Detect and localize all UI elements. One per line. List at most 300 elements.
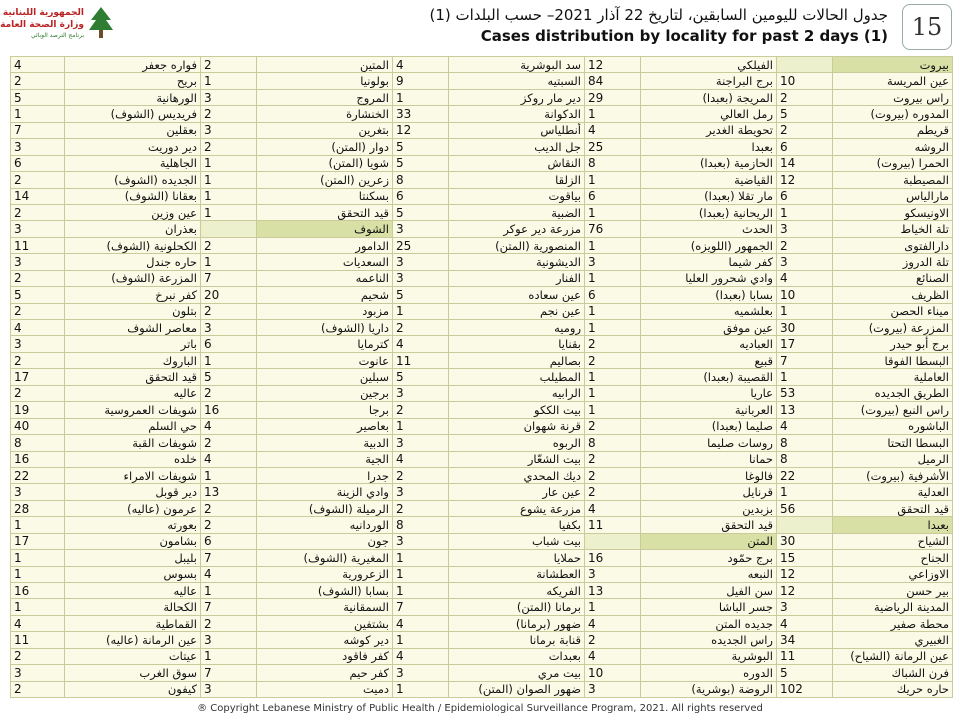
locality-name-cell: المغيرية (الشوف) (257, 550, 393, 566)
locality-name-cell: روسات صليما (641, 435, 777, 451)
case-count-cell: 4 (585, 500, 641, 516)
table-row (11, 467, 953, 483)
case-count-cell: 6 (777, 188, 833, 204)
locality-name-cell: كفر شيما (641, 254, 777, 270)
locality-name-cell: العطشانة (449, 566, 585, 582)
case-count-cell: 12 (393, 122, 449, 138)
locality-name-cell: دارالفتوى (833, 237, 953, 253)
case-count-cell: 5 (11, 287, 65, 303)
case-count-cell: 2 (585, 467, 641, 483)
case-count-cell: 13 (201, 484, 257, 500)
case-count-cell: 25 (393, 237, 449, 253)
case-count-cell: 17 (11, 369, 65, 385)
case-count-cell: 6 (585, 188, 641, 204)
table-row (11, 336, 953, 352)
locality-name-cell: شويا (المتن) (257, 155, 393, 171)
case-count-cell: 12 (777, 583, 833, 599)
case-count-cell: 40 (11, 418, 65, 434)
locality-name-cell: عين موفق (641, 320, 777, 336)
locality-name-cell: برج حمّود (641, 550, 777, 566)
locality-name-cell: عاليه (65, 583, 201, 599)
table-row (11, 402, 953, 418)
case-count-cell: 1 (585, 106, 641, 122)
case-count-cell: 33 (393, 106, 449, 122)
case-count-cell: 28 (11, 500, 65, 516)
case-count-cell: 4 (393, 648, 449, 664)
locality-name-cell: فواره جعفر (65, 57, 201, 73)
locality-name-cell: الباروك (65, 352, 201, 368)
case-count-cell: 8 (585, 155, 641, 171)
case-count-cell: 3 (11, 254, 65, 270)
locality-name-cell: برمانا (المتن) (449, 599, 585, 615)
case-count-cell: 12 (777, 172, 833, 188)
case-count-cell: 3 (11, 484, 65, 500)
locality-name-cell: المزرعة (بيروت) (833, 320, 953, 336)
locality-name-cell: مزبود (257, 303, 393, 319)
locality-name-cell: الشوف (257, 221, 393, 237)
case-count-cell: 7 (201, 270, 257, 286)
table-row (11, 615, 953, 631)
locality-name-cell: الفيلكي (641, 57, 777, 73)
case-count-cell: 3 (11, 139, 65, 155)
case-count-cell: 5 (11, 89, 65, 105)
case-count-cell (585, 533, 641, 549)
locality-name-cell: سبلين (257, 369, 393, 385)
case-count-cell: 6 (393, 188, 449, 204)
table-row (11, 385, 953, 401)
case-count-cell: 5 (777, 665, 833, 681)
locality-name-cell: بيت مري (449, 665, 585, 681)
locality-name-cell: دير دوريت (65, 139, 201, 155)
locality-name-cell: داريا (الشوف) (257, 320, 393, 336)
locality-name-cell: راس النبع (بيروت) (833, 402, 953, 418)
locality-name-cell: القماطية (65, 615, 201, 631)
table-row (11, 139, 953, 155)
case-count-cell: 2 (393, 467, 449, 483)
table-row (11, 550, 953, 566)
locality-name-cell: الباشوره (833, 418, 953, 434)
case-count-cell (201, 221, 257, 237)
case-count-cell: 2 (201, 615, 257, 631)
locality-name-cell: برجين (257, 385, 393, 401)
case-count-cell: 4 (393, 336, 449, 352)
locality-name-cell: الضبية (449, 204, 585, 220)
locality-name-cell: كفر حيم (257, 665, 393, 681)
case-count-cell: 2 (585, 352, 641, 368)
case-count-cell: 2 (201, 237, 257, 253)
locality-name-cell: كفر نبرخ (65, 287, 201, 303)
case-count-cell: 22 (11, 467, 65, 483)
case-count-cell: 3 (393, 435, 449, 451)
case-count-cell: 1 (11, 566, 65, 582)
case-count-cell: 1 (201, 648, 257, 664)
locality-name-cell: جون (257, 533, 393, 549)
case-count-cell: 5 (393, 287, 449, 303)
case-count-cell: 1 (585, 402, 641, 418)
case-count-cell: 76 (585, 221, 641, 237)
locality-name-cell: الورهانية (65, 89, 201, 105)
locality-name-cell: بيروت (833, 57, 953, 73)
case-count-cell: 1 (585, 237, 641, 253)
case-count-cell: 3 (393, 533, 449, 549)
case-count-cell: 2 (585, 451, 641, 467)
locality-name-cell: الاوزاعي (833, 566, 953, 582)
locality-name-cell: حي السلم (65, 418, 201, 434)
page-title-english: Cases distribution by locality for past 2 days (1) (480, 27, 888, 45)
case-count-cell: 2 (393, 500, 449, 516)
locality-name-cell: البسطا الفوقا (833, 352, 953, 368)
table-row (11, 418, 953, 434)
locality-name-cell: بشتفين (257, 615, 393, 631)
logo-line-3: برنامج الترصد الوبائي (30, 32, 84, 39)
locality-name-cell: بسابا (الشوف) (257, 583, 393, 599)
case-count-cell: 2 (777, 122, 833, 138)
locality-name-cell: بقنايا (449, 336, 585, 352)
case-count-cell: 2 (393, 320, 449, 336)
locality-name-cell: الوردانيه (257, 517, 393, 533)
locality-name-cell: الحازمية (بعبدا) (641, 155, 777, 171)
locality-name-cell: وادي شحرور العليا (641, 270, 777, 286)
case-count-cell: 1 (585, 369, 641, 385)
case-count-cell: 17 (11, 533, 65, 549)
locality-name-cell: تحويطة الغدير (641, 122, 777, 138)
locality-name-cell: الدكوانة (449, 106, 585, 122)
case-count-cell: 2 (11, 172, 65, 188)
case-count-cell: 4 (777, 615, 833, 631)
case-count-cell: 4 (11, 615, 65, 631)
locality-name-cell: الحدث (641, 221, 777, 237)
locality-name-cell: بعذران (65, 221, 201, 237)
locality-name-cell: بصاليم (449, 352, 585, 368)
case-count-cell: 1 (201, 188, 257, 204)
logo-line-2: وزارة الصحة العامة (0, 20, 84, 30)
locality-name-cell: البوشرية (641, 648, 777, 664)
case-count-cell: 1 (393, 566, 449, 582)
locality-name-cell: حمانا (641, 451, 777, 467)
locality-name-cell: راس بيروت (833, 89, 953, 105)
case-count-cell: 3 (585, 566, 641, 582)
locality-name-cell: برجا (257, 402, 393, 418)
case-count-cell: 16 (11, 451, 65, 467)
locality-name-cell: الصنائع (833, 270, 953, 286)
locality-name-cell: سن الفيل (641, 583, 777, 599)
locality-name-cell: بعبدا (641, 139, 777, 155)
locality-name-cell: دير كوشه (257, 632, 393, 648)
case-count-cell: 1 (777, 369, 833, 385)
case-count-cell: 3 (201, 89, 257, 105)
locality-name-cell: شويفات العمروسية (65, 402, 201, 418)
case-count-cell: 12 (777, 566, 833, 582)
locality-name-cell: عين الرمانة (عاليه) (65, 632, 201, 648)
case-count-cell: 14 (777, 155, 833, 171)
locality-name-cell: عين سعاده (449, 287, 585, 303)
locality-name-cell: رمل العالي (641, 106, 777, 122)
case-count-cell: 13 (585, 583, 641, 599)
table-row (11, 221, 953, 237)
case-count-cell: 14 (11, 188, 65, 204)
locality-name-cell: جدرا (257, 467, 393, 483)
locality-name-cell: قرنة شهوان (449, 418, 585, 434)
locality-name-cell: العربانية (641, 402, 777, 418)
case-count-cell: 7 (11, 122, 65, 138)
case-count-cell: 17 (777, 336, 833, 352)
locality-name-cell: تلة الدروز (833, 254, 953, 270)
case-count-cell: 4 (393, 451, 449, 467)
case-count-cell: 19 (11, 402, 65, 418)
table-row (11, 237, 953, 253)
page-title-arabic: جدول الحالات لليومين السابقين، لتاريخ 22 آذار 2021– حسب البلدات (1) (429, 6, 888, 24)
case-count-cell: 1 (777, 303, 833, 319)
locality-name-cell: عين الرمانة (الشياح) (833, 648, 953, 664)
case-count-cell: 2 (11, 648, 65, 664)
locality-name-cell: العدلية (833, 484, 953, 500)
locality-name-cell: روميه (449, 320, 585, 336)
locality-name-cell: المتن (641, 533, 777, 549)
case-count-cell: 1 (393, 632, 449, 648)
case-count-cell: 11 (777, 648, 833, 664)
case-count-cell: 25 (585, 139, 641, 155)
table-row (11, 172, 953, 188)
case-count-cell: 4 (393, 615, 449, 631)
case-count-cell: 3 (11, 665, 65, 681)
case-count-cell: 8 (585, 435, 641, 451)
case-count-cell: 3 (393, 254, 449, 270)
case-count-cell: 8 (777, 451, 833, 467)
case-count-cell: 5 (393, 139, 449, 155)
case-count-cell: 53 (777, 385, 833, 401)
locality-name-cell: السعديات (257, 254, 393, 270)
case-count-cell: 10 (777, 287, 833, 303)
locality-name-cell: ديك المحدي (449, 467, 585, 483)
locality-name-cell: عين وزين (65, 204, 201, 220)
case-count-cell: 2 (585, 632, 641, 648)
case-count-cell: 1 (585, 385, 641, 401)
case-count-cell: 11 (393, 352, 449, 368)
case-count-cell: 2 (11, 352, 65, 368)
locality-name-cell: راس الجديده (641, 632, 777, 648)
case-count-cell: 8 (393, 517, 449, 533)
case-count-cell: 2 (201, 303, 257, 319)
table-row (11, 369, 953, 385)
locality-name-cell: المدوره (بيروت) (833, 106, 953, 122)
locality-name-cell: بتلون (65, 303, 201, 319)
locality-name-cell: كفر فاقود (257, 648, 393, 664)
locality-name-cell: الناعمه (257, 270, 393, 286)
locality-name-cell: ميناء الحصن (833, 303, 953, 319)
case-count-cell: 1 (201, 352, 257, 368)
locality-name-cell: قريطم (833, 122, 953, 138)
case-count-cell: 8 (777, 435, 833, 451)
case-count-cell: 102 (777, 681, 833, 697)
locality-name-cell: بعورته (65, 517, 201, 533)
table-row (11, 254, 953, 270)
locality-name-cell: سد البوشرية (449, 57, 585, 73)
locality-name-cell: سوق الغرب (65, 665, 201, 681)
locality-name-cell: الدبية (257, 435, 393, 451)
locality-name-cell: بعقانا (الشوف) (65, 188, 201, 204)
locality-name-cell: بيت الشعّار (449, 451, 585, 467)
locality-name-cell: شحيم (257, 287, 393, 303)
case-count-cell: 3 (393, 221, 449, 237)
locality-name-cell: أنطلياس (449, 122, 585, 138)
case-count-cell: 1 (201, 73, 257, 89)
locality-name-cell: الدامور (257, 237, 393, 253)
locality-name-cell: الروشه (833, 139, 953, 155)
locality-name-cell: الكحالة (65, 599, 201, 615)
case-count-cell: 3 (585, 254, 641, 270)
case-count-cell: 1 (201, 254, 257, 270)
table-row (11, 155, 953, 171)
case-count-cell: 3 (201, 681, 257, 697)
locality-name-cell: قنابة برمانا (449, 632, 585, 648)
case-count-cell: 12 (585, 57, 641, 73)
locality-name-cell: الاونيسكو (833, 204, 953, 220)
locality-name-cell: المزرعة (الشوف) (65, 270, 201, 286)
ministry-logo (0, 4, 118, 44)
case-count-cell: 2 (11, 303, 65, 319)
table-row (11, 583, 953, 599)
locality-name-cell: الروضة (بوشرية) (641, 681, 777, 697)
case-count-cell: 1 (777, 204, 833, 220)
table-row (11, 566, 953, 582)
table-row (11, 122, 953, 138)
locality-name-cell: قيد التحقق (65, 369, 201, 385)
locality-name-cell: بكفيا (449, 517, 585, 533)
case-count-cell: 5 (393, 204, 449, 220)
case-count-cell: 2 (585, 336, 641, 352)
locality-name-cell: بيت شباب (449, 533, 585, 549)
locality-name-cell: بسابا (بعبدا) (641, 287, 777, 303)
table-row (11, 89, 953, 105)
locality-name-cell: الكحلونية (الشوف) (65, 237, 201, 253)
case-count-cell: 4 (777, 270, 833, 286)
case-count-cell: 1 (11, 599, 65, 615)
locality-name-cell: بعقلين (65, 122, 201, 138)
case-count-cell: 3 (777, 599, 833, 615)
case-count-cell (777, 517, 833, 533)
case-count-cell: 2 (777, 89, 833, 105)
locality-name-cell: مزرعة يشوع (449, 500, 585, 516)
case-count-cell: 6 (11, 155, 65, 171)
case-count-cell: 7 (201, 665, 257, 681)
locality-name-cell: عاليه (65, 385, 201, 401)
case-count-cell: 2 (585, 418, 641, 434)
locality-name-cell: تلة الخياط (833, 221, 953, 237)
case-count-cell: 7 (201, 550, 257, 566)
locality-name-cell: المدينة الرياضية (833, 599, 953, 615)
locality-name-cell: قيد التحقق (257, 204, 393, 220)
case-count-cell: 3 (201, 122, 257, 138)
locality-name-cell: مار تقلا (بعبدا) (641, 188, 777, 204)
locality-name-cell: حملايا (449, 550, 585, 566)
locality-name-cell: فالوغا (641, 467, 777, 483)
table-row (11, 320, 953, 336)
locality-name-cell: المروج (257, 89, 393, 105)
case-count-cell: 2 (11, 270, 65, 286)
case-count-cell: 16 (201, 402, 257, 418)
case-count-cell: 3 (201, 320, 257, 336)
table-row (11, 533, 953, 549)
locality-name-cell: البسطا التحتا (833, 435, 953, 451)
case-count-cell: 22 (777, 467, 833, 483)
case-count-cell: 2 (201, 385, 257, 401)
locality-name-cell: عين عار (449, 484, 585, 500)
locality-name-cell: عانوت (257, 352, 393, 368)
case-count-cell: 1 (11, 517, 65, 533)
locality-name-cell: بسكنتا (257, 188, 393, 204)
locality-name-cell: الفنار (449, 270, 585, 286)
locality-name-cell: الظريف (833, 287, 953, 303)
locality-name-cell: بير حسن (833, 583, 953, 599)
case-count-cell: 6 (585, 287, 641, 303)
locality-name-cell: جل الديب (449, 139, 585, 155)
locality-name-cell: السبتيه (449, 73, 585, 89)
locality-name-cell: دوار (المتن) (257, 139, 393, 155)
case-count-cell: 1 (777, 484, 833, 500)
locality-name-cell: الريحانية (بعبدا) (641, 204, 777, 220)
case-count-cell: 4 (585, 615, 641, 631)
locality-name-cell: بعبدا (833, 517, 953, 533)
locality-name-cell: المتين (257, 57, 393, 73)
locality-name-cell: الديشونية (449, 254, 585, 270)
case-count-cell: 11 (11, 632, 65, 648)
locality-name-cell: كترمايا (257, 336, 393, 352)
table-row (11, 270, 953, 286)
locality-name-cell: السمقانية (257, 599, 393, 615)
case-count-cell: 84 (585, 73, 641, 89)
logo-line-1: الجمهورية اللبنانية (2, 8, 84, 18)
locality-name-cell: دير قوبل (65, 484, 201, 500)
case-count-cell: 1 (393, 303, 449, 319)
locality-name-cell: الخنشارة (257, 106, 393, 122)
case-count-cell: 1 (393, 583, 449, 599)
case-count-cell: 1 (585, 270, 641, 286)
case-count-cell: 9 (393, 73, 449, 89)
locality-name-cell: جسر الباشا (641, 599, 777, 615)
locality-name-cell: الدوره (641, 665, 777, 681)
locality-name-cell: بزبدين (641, 500, 777, 516)
locality-name-cell: الحمرا (بيروت) (833, 155, 953, 171)
case-count-cell: 10 (585, 665, 641, 681)
locality-name-cell: بعاصير (257, 418, 393, 434)
case-count-cell: 1 (585, 303, 641, 319)
locality-name-cell: الجية (257, 451, 393, 467)
case-count-cell: 1 (201, 204, 257, 220)
case-count-cell: 56 (777, 500, 833, 516)
locality-name-cell: الجناح (833, 550, 953, 566)
case-count-cell: 1 (201, 467, 257, 483)
locality-name-cell: النبعه (641, 566, 777, 582)
locality-name-cell: عاريا (641, 385, 777, 401)
case-count-cell: 3 (393, 270, 449, 286)
locality-name-cell: بليبل (65, 550, 201, 566)
table-row (11, 352, 953, 368)
locality-name-cell: خلده (65, 451, 201, 467)
case-count-cell: 13 (777, 402, 833, 418)
locality-name-cell: كيفون (65, 681, 201, 697)
case-count-cell: 8 (11, 435, 65, 451)
table-row (11, 188, 953, 204)
case-count-cell: 3 (393, 385, 449, 401)
locality-name-cell: ضهور (برمانا) (449, 615, 585, 631)
case-count-cell: 1 (585, 172, 641, 188)
locality-name-cell: شويفات الامراء (65, 467, 201, 483)
case-count-cell: 1 (393, 681, 449, 697)
case-count-cell: 7 (777, 352, 833, 368)
case-count-cell: 1 (11, 106, 65, 122)
case-count-cell: 1 (393, 89, 449, 105)
locality-name-cell: برج أبو حيدر (833, 336, 953, 352)
